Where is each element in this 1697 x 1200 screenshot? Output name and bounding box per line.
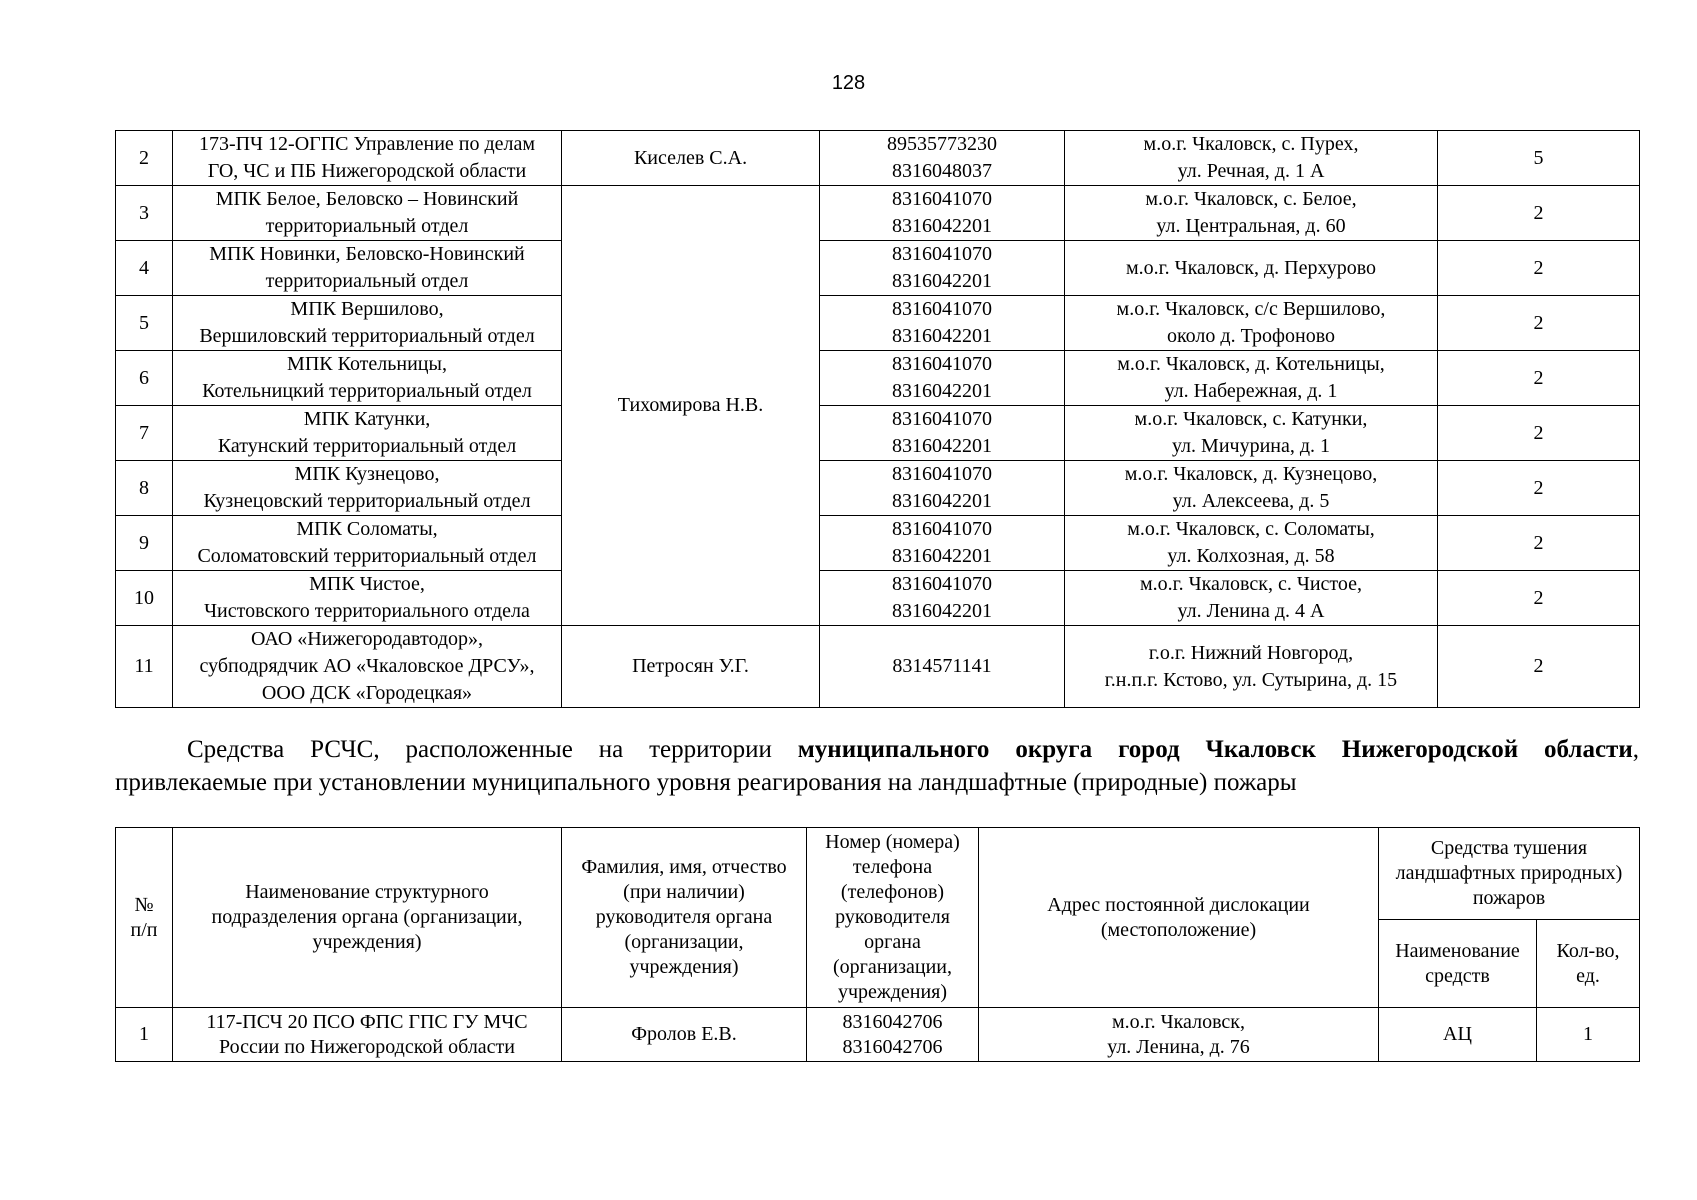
row-unit: 173-ПЧ 12-ОГПС Управление по делам ГО, ЧС и ПБ Нижегородской области <box>173 131 562 186</box>
table-row <box>116 186 1640 241</box>
header-phones: Номер (номера) телефона (телефонов) руководителя органа (организации, учреждения) <box>807 828 979 1008</box>
row-phones: 8316042706 8316042706 <box>807 1008 979 1062</box>
row-num: 8 <box>116 461 173 516</box>
table-row <box>116 296 1640 351</box>
row-phones: 8316041070 8316042201 <box>820 516 1065 571</box>
row-phones: 8316041070 8316042201 <box>820 241 1065 296</box>
row-count: 2 <box>1438 241 1640 296</box>
row-count: 2 <box>1438 351 1640 406</box>
row-count: 2 <box>1438 406 1640 461</box>
row-phones: 8316041070 8316042201 <box>820 351 1065 406</box>
row-means-count: 1 <box>1537 1008 1640 1062</box>
row-unit: МПК Белое, Беловско – Новинский территориальный отдел <box>173 186 562 241</box>
row-unit: ОАО «Нижегородавтодор», субподрядчик АО «Чкаловское ДРСУ», ООО ДСК «Городецкая» <box>173 626 562 708</box>
header-unit: Наименование структурного подразделения органа (организации, учреждения) <box>173 828 562 1008</box>
row-means-name: АЦ <box>1379 1008 1537 1062</box>
row-head: Фролов Е.В. <box>562 1008 807 1062</box>
row-unit: МПК Новинки, Беловско-Новинский территориальный отдел <box>173 241 562 296</box>
table-row <box>116 571 1640 626</box>
row-unit: МПК Соломаты, Соломатовский территориальный отдел <box>173 516 562 571</box>
header-means-name: Наименование средств <box>1379 920 1537 1008</box>
table-row <box>116 351 1640 406</box>
row-address: м.о.г. Чкаловск, с. Пурех, ул. Речная, д. 1 А <box>1065 131 1438 186</box>
row-unit: МПК Кузнецово, Кузнецовский территориальный отдел <box>173 461 562 516</box>
section-heading: Средства РСЧС, расположенные на территории муниципального округа город Чкаловск Нижегородской области, привлекаемые при установлении муниципального уровня реагирования на ландшафтные (природные) пожары <box>115 736 1639 796</box>
row-count: 2 <box>1438 296 1640 351</box>
table-row <box>116 241 1640 296</box>
row-head: Петросян У.Г. <box>562 626 820 708</box>
row-address: м.о.г. Чкаловск, с. Чистое, ул. Ленина д. 4 А <box>1065 571 1438 626</box>
row-address: м.о.г. Чкаловск, с. Белое, ул. Центральная, д. 60 <box>1065 186 1438 241</box>
resources-table-continued <box>115 130 1640 708</box>
row-count: 2 <box>1438 461 1640 516</box>
row-num: 10 <box>116 571 173 626</box>
header-means: Средства тушения ландшафтных природных) пожаров <box>1379 828 1640 920</box>
row-address: м.о.г. Чкаловск, с/с Вершилово, около д. Трофоново <box>1065 296 1438 351</box>
row-unit: МПК Катунки, Катунский территориальный отдел <box>173 406 562 461</box>
page-number: 128 <box>831 72 866 94</box>
row-num: 4 <box>116 241 173 296</box>
header-num: № п/п <box>116 828 173 1008</box>
row-phones: 8316041070 8316042201 <box>820 296 1065 351</box>
row-phones: 8314571141 <box>820 626 1065 708</box>
row-phones: 8316041070 8316042201 <box>820 186 1065 241</box>
row-count: 2 <box>1438 571 1640 626</box>
table-row <box>116 1008 1640 1062</box>
header-address: Адрес постоянной дислокации (местоположение) <box>979 828 1379 1008</box>
header-means-count: Кол-во, ед. <box>1537 920 1640 1008</box>
row-num: 6 <box>116 351 173 406</box>
row-phones: 8316041070 8316042201 <box>820 571 1065 626</box>
row-num: 5 <box>116 296 173 351</box>
row-address: м.о.г. Чкаловск, ул. Ленина, д. 76 <box>979 1008 1379 1062</box>
row-address: м.о.г. Чкаловск, с. Катунки, ул. Мичурина, д. 1 <box>1065 406 1438 461</box>
row-count: 5 <box>1438 131 1640 186</box>
row-count: 2 <box>1438 626 1640 708</box>
row-head: Киселев С.А. <box>562 131 820 186</box>
row-address: м.о.г. Чкаловск, д. Кузнецово, ул. Алексеева, д. 5 <box>1065 461 1438 516</box>
header-head: Фамилия, имя, отчество (при наличии) руководителя органа (организации, учреждения) <box>562 828 807 1008</box>
table-row <box>116 131 1640 186</box>
row-unit: МПК Чистое, Чистовского территориального отдела <box>173 571 562 626</box>
row-phones: 8316041070 8316042201 <box>820 406 1065 461</box>
row-count: 2 <box>1438 186 1640 241</box>
row-num: 11 <box>116 626 173 708</box>
row-num: 7 <box>116 406 173 461</box>
row-unit: МПК Вершилово, Вершиловский территориальный отдел <box>173 296 562 351</box>
row-unit: 117-ПСЧ 20 ПСО ФПС ГПС ГУ МЧС России по Нижегородской области <box>173 1008 562 1062</box>
row-address: м.о.г. Чкаловск, д. Перхурово <box>1065 241 1438 296</box>
row-num: 3 <box>116 186 173 241</box>
table-row <box>116 626 1640 708</box>
row-address: м.о.г. Чкаловск, д. Котельницы, ул. Набережная, д. 1 <box>1065 351 1438 406</box>
row-count: 2 <box>1438 516 1640 571</box>
row-phones: 89535773230 8316048037 <box>820 131 1065 186</box>
row-head-merged: Тихомирова Н.В. <box>562 186 820 626</box>
row-num: 1 <box>116 1008 173 1062</box>
table-row <box>116 516 1640 571</box>
landscape-fire-resources-table <box>115 827 1640 1062</box>
row-address: г.о.г. Нижний Новгород, г.н.п.г. Кстово, ул. Сутырина, д. 15 <box>1065 626 1438 708</box>
row-num: 9 <box>116 516 173 571</box>
row-phones: 8316041070 8316042201 <box>820 461 1065 516</box>
table-row <box>116 406 1640 461</box>
table-row <box>116 461 1640 516</box>
row-address: м.о.г. Чкаловск, с. Соломаты, ул. Колхозная, д. 58 <box>1065 516 1438 571</box>
row-num: 2 <box>116 131 173 186</box>
row-unit: МПК Котельницы, Котельницкий территориальный отдел <box>173 351 562 406</box>
